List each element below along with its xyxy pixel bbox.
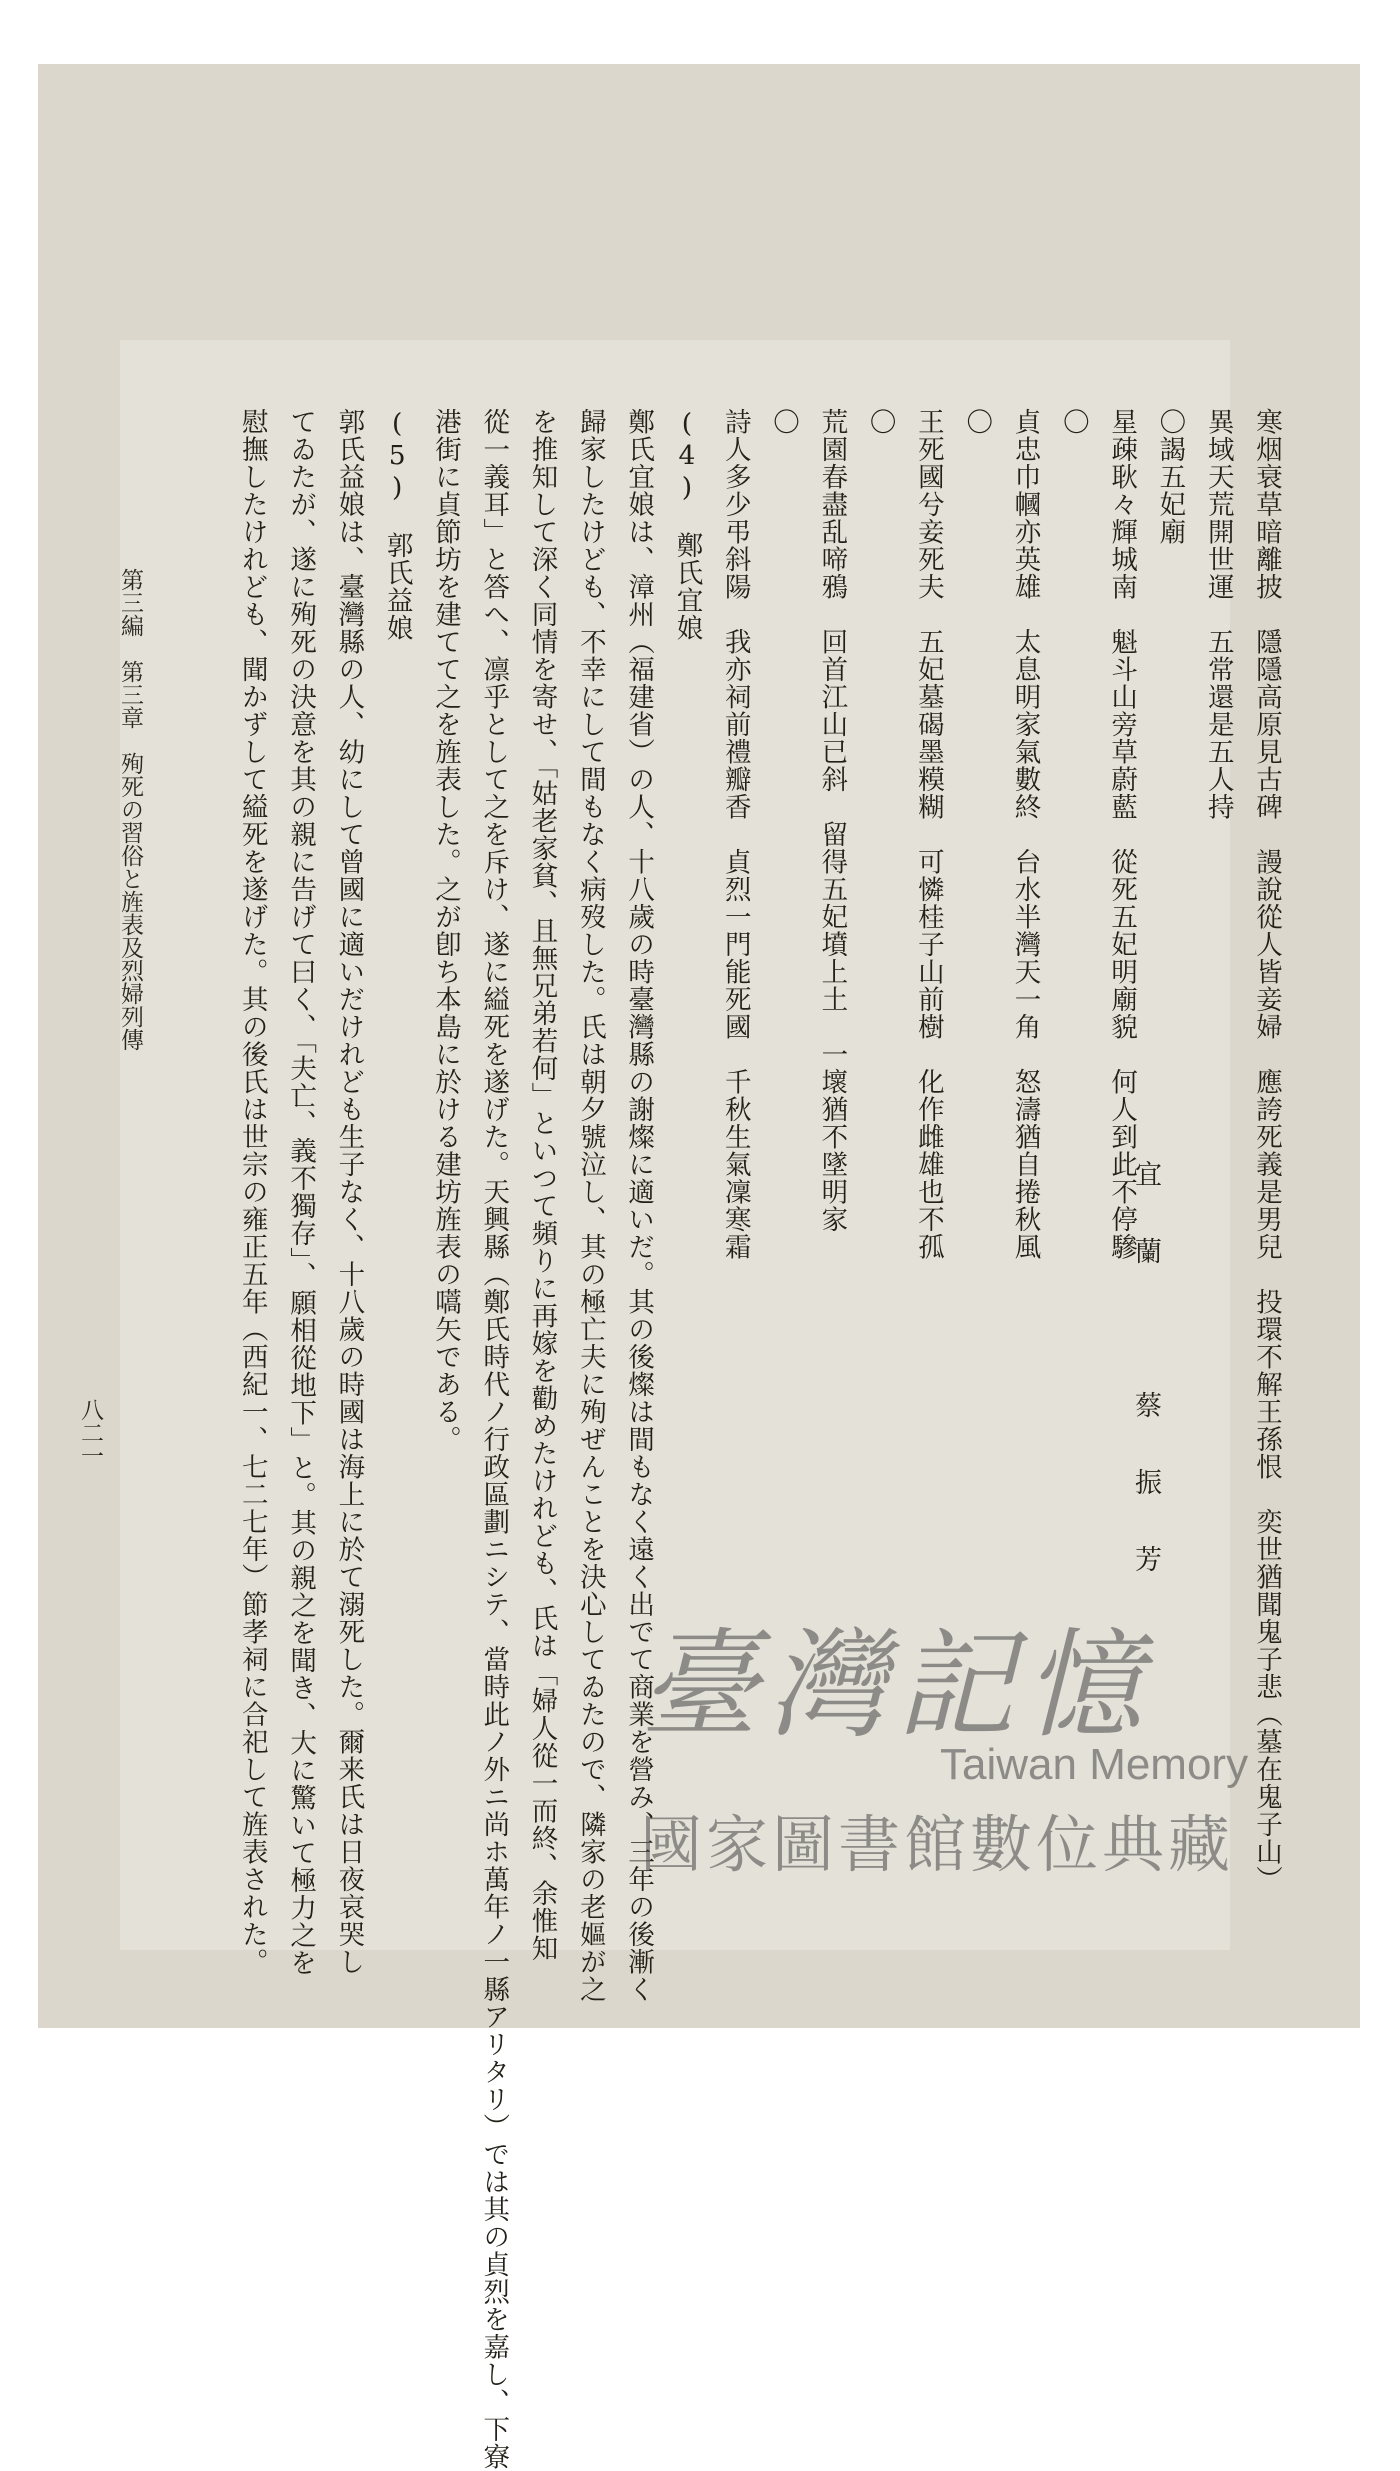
text-line: 詩人多少弔斜陽 我亦祠前禮瓣香 貞烈一門能死國 千秋生氣凜寒霜 [719,408,751,1261]
text-line: 異域天荒開世運 五常還是五人持 [1202,408,1234,821]
poem-title: 〇謁五妃廟 [1154,408,1186,546]
page-footer [77,568,150,1918]
page-number: 八二一 [77,1398,103,1467]
text-line: 寒烟衰草暗離披 隱隱高原見古碑 謾說從人皆妾婦 應誇死義是男兒 投環不解王孫恨 奕世猶聞鬼子悲（墓在鬼子山） [1251,408,1282,1893]
section-heading: (4) 鄭氏宜娘 [671,408,703,642]
text-line: 星疎耿々輝城南 魁斗山旁草蔚藍 從死五妃明廟貌 何人到此不停驂 [1106,408,1138,1261]
poem-separator: 〇 [768,408,800,436]
text-line: 港街に貞節坊を建てて之を旌表した。之が卽ち本島に於ける建坊旌表の嚆矢である。 [429,408,461,1453]
text-line: てゐたが、遂に殉死の決意を其の親に告げて曰く、「夫亡、義不獨存」、願相從地下」と。其の親之を聞き、大に驚いて極力之を [285,408,317,1977]
text-line: 鄭氏宜娘は、漳州（福建省）の人、十八歲の時臺灣縣の謝燦に適いだ。其の後燦は間もなく遠く出でて商業を營み、三年の後漸く [623,408,655,2003]
text-line: 從一義耳」と答へ、凛乎として之を斥け、遂に縊死を遂げた。天興縣（鄭氏時代ノ行政區劃ニシテ、當時此ノ外ニ尚ホ萬年ノ一縣アリタリ）では其の貞烈を嘉し、下寮 [478,408,510,2471]
text-line: 貞忠巾幗亦英雄 太息明家氣數終 台水半灣天一角 怒濤猶自捲秋風 [1009,408,1041,1261]
text-line: 慰撫したけれども、聞かずして縊死を遂げた。其の後氏は世宗の雍正五年（西紀一、七二七年）節孝祠に合祀して旌表された。 [236,408,268,1976]
poem-separator: 〇 [864,408,896,436]
author-name: 宜蘭 蔡振芳 [1130,1160,1161,1622]
watermark [640,1590,1320,1920]
watermark-logo-text: 臺灣記憶 [640,1616,1153,1754]
text-line: を推知して深く同情を寄せ、「姑老家貧、且無兄弟若何」といつて頻りに再嫁を勸めたけれども、氏は「婦人從一而終、余惟知 [526,408,558,1963]
section-heading: (5) 郭氏益娘 [381,408,413,642]
poem-separator: 〇 [961,408,993,436]
running-header: 第三編 第三章 殉死の習俗と旌表及烈婦列傳 [117,568,143,1051]
poem-separator: 〇 [1057,408,1089,436]
text-line: 王死國兮妾死夫 五妃墓碣墨糢糊 可憐桂子山前樹 化作雌雄也不孤 [912,408,944,1261]
watermark-english: Taiwan Memory [940,1740,1249,1789]
text-line: 郭氏益娘は、臺灣縣の人、幼にして曾國に適いだけれども生子なく、十八歲の時國は海上に於て溺死した。爾来氏は日夜哀哭し [333,408,365,1976]
text-line: 荒園春盡乱啼鴉 回首江山已斜 留得五妃墳上土 一壞猶不墜明家 [816,408,848,1233]
text-line: 歸家したけども、不幸にして間もなく病歿した。氏は朝夕號泣し、其の極亡夫に殉ぜんことを決心してゐたので、隣家の老嫗が之 [574,408,606,2003]
watermark-subtitle: 國家圖書館數位典藏 [640,1808,1235,1881]
